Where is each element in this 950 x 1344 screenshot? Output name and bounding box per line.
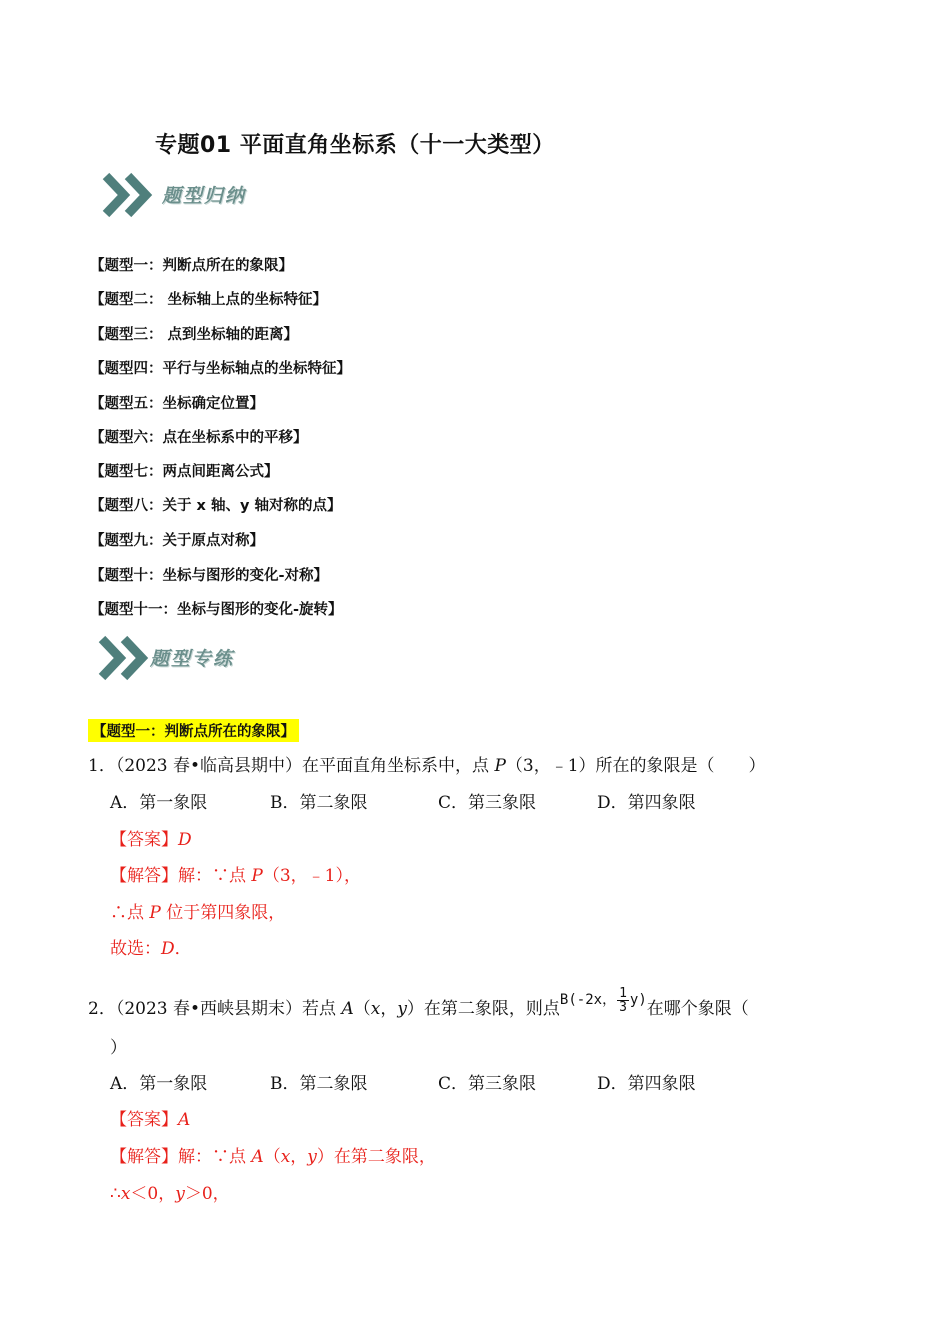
banner-practice: [96, 633, 276, 685]
question-number: 1．: [88, 756, 116, 776]
toc-item-10: 【题型十：坐标与图形的变化-对称】: [90, 568, 329, 584]
page-title: 专题01 平面直角坐标系（十一大类型）: [155, 133, 555, 158]
toc-item-9: 【题型九：关于原点对称】: [90, 533, 264, 549]
math-expression: B(-2x， 1 3 y): [559, 985, 647, 1015]
section-tag: 【题型一：判断点所在的象限】: [88, 719, 299, 742]
banner-summary-label: 题型归纳: [162, 185, 247, 207]
option-b: B．第二象限: [270, 1074, 368, 1094]
banner-summary: [100, 170, 280, 222]
double-chevron-icon: [100, 170, 160, 220]
question-2-continuation: ）: [110, 1038, 127, 1058]
option-c: C．第三象限: [438, 793, 537, 813]
toc-item-11: 【题型十一：坐标与图形的变化-旋转】: [90, 602, 343, 618]
toc-item-5: 【题型五：坐标确定位置】: [90, 396, 264, 412]
toc-item-3: 【题型三： 点到坐标轴的距离】: [90, 327, 299, 343]
toc-item-1: 【题型一：判断点所在的象限】: [90, 258, 293, 274]
solution-line-1: 【解答】解：∵点 A（x，y）在第二象限，: [110, 1147, 436, 1167]
option-d: D．第四象限: [597, 1074, 696, 1094]
solution-line-2: ∴点 P 位于第四象限，: [110, 903, 286, 923]
solution-line-1: 【解答】解：∵点 P（3，﹣1），: [110, 866, 361, 886]
question-2: 2．（2023 春•西峡县期末）若点 A（x，y）在第二象限，则点$^{B(-2x, \frac{1}{3} y)}$在哪个象限（: [88, 985, 749, 1019]
option-b: B．第二象限: [270, 793, 368, 813]
toc-item-8: 【题型八：关于 x 轴、y 轴对称的点】: [90, 498, 342, 514]
answer-line: 【答案】A: [110, 1110, 191, 1130]
fraction: $\frac{1}{3}$: [619, 985, 627, 1015]
solution-line-3: 故选：D．: [110, 939, 192, 959]
toc-item-7: 【题型七：两点间距离公式】: [90, 464, 279, 480]
toc-item-4: 【题型四：平行与坐标轴点的坐标特征】: [90, 361, 351, 377]
question-number: 2．: [88, 999, 116, 1019]
option-d: D．第四象限: [597, 793, 696, 813]
option-a: A．第一象限: [110, 1074, 208, 1094]
banner-practice-label: 题型专练: [150, 648, 235, 670]
option-c: C．第三象限: [438, 1074, 537, 1094]
answer-line: 【答案】D: [110, 830, 192, 850]
toc-item-6: 【题型六：点在坐标系中的平移】: [90, 430, 308, 446]
question-1: 1．（2023 春•临高县期中）在平面直角坐标系中，点 P（3，﹣1）所在的象限是（ ）: [88, 756, 766, 776]
option-a: A．第一象限: [110, 793, 208, 813]
double-chevron-icon: [96, 633, 156, 683]
solution-line-2: ∴x＜0，y＞0，: [110, 1184, 230, 1204]
toc-item-2: 【题型二： 坐标轴上点的坐标特征】: [90, 292, 328, 308]
